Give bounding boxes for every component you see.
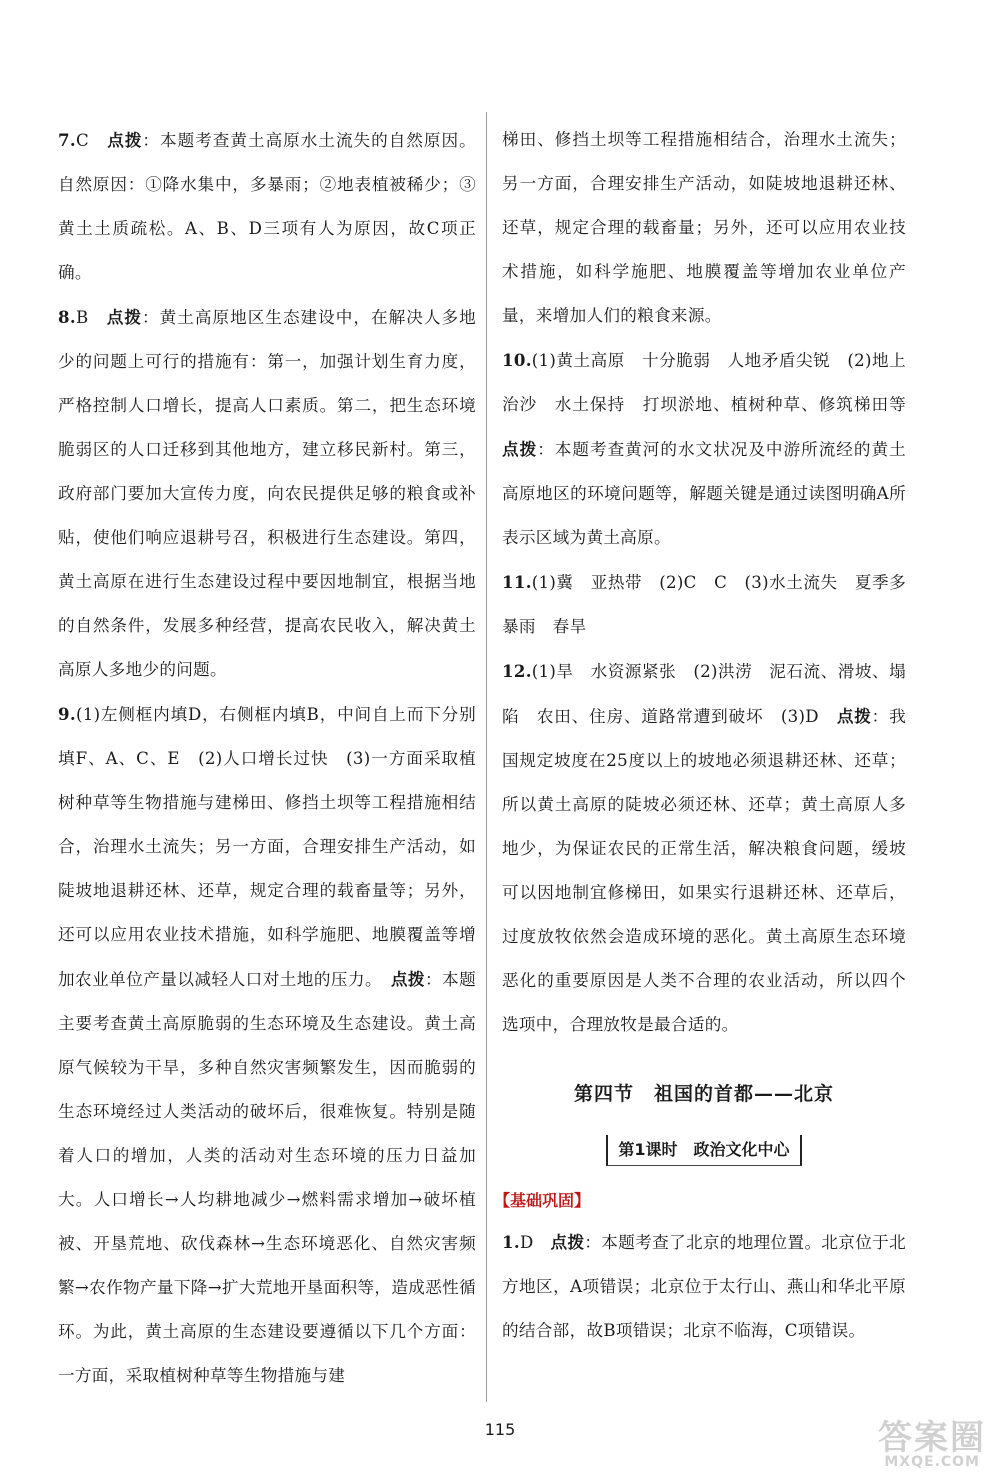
answer-item-1 — [502, 1220, 906, 1353]
hint-text: ：本题考查黄土高原水土流失的自然原因。自然原因：①降水集中，多暴雨；②地表植被稀少；③黄土土质疏松。A、B、D三项有人为原因，故C项正确。 — [58, 131, 476, 282]
watermark-url: MXQE.COM — [884, 1454, 980, 1470]
item-number: 1. — [502, 1232, 520, 1252]
item-answer: C — [75, 131, 89, 150]
section-title: 第四节 祖国的首都——北京 — [573, 1083, 834, 1105]
answer-item-9-continued — [502, 118, 906, 338]
answer-item-9 — [58, 692, 476, 1398]
section-tag: 【基础巩固】 — [494, 1191, 591, 1210]
item-answer: (1)旱 水资源紧张 (2)洪涝 泥石流、滑坡、塌陷 农田、住房、道路常遭到破坏 (3)D — [502, 662, 906, 726]
answer-item-12 — [502, 649, 906, 1047]
item-answer: (1)冀 亚热带 (2)C C (3)水土流失 夏季多暴雨 春旱 — [502, 573, 906, 636]
page-number: 115 — [484, 1420, 516, 1439]
hint-label: 点拨 — [836, 706, 872, 726]
lesson-title-wrap — [502, 1135, 906, 1166]
answer-item-7 — [58, 118, 476, 295]
hint-text: ：本题考查了北京的地理位置。北京位于北方地区，A项错误；北京位于太行山、燕山和华北平原的结合部，故B项错误；北京不临海，C项错误。 — [502, 1233, 906, 1340]
left-column — [58, 118, 476, 1398]
item-number: 11. — [502, 572, 532, 592]
item-answer: D — [519, 1233, 534, 1252]
item-number: 8. — [58, 307, 76, 327]
item-number: 10. — [502, 350, 532, 370]
right-column — [494, 118, 923, 1353]
hint-label: 点拨 — [502, 439, 538, 459]
hint-text: ：我国规定坡度在25度以上的坡地必须退耕还林、还草；所以黄土高原的陡坡必须还林、还草；黄土高原人多地少，为保证农民的正常生活，解决粮食问题，缓坡可以因地制宜修梯田，如果实行退耕还林、还草后，过度放牧依然会造成环境的恶化。黄土高原生态环境恶化的重要原因是人类不合理的农业活动，所以四个选项中，合理放牧是最合适的。 — [502, 707, 906, 1034]
answer-item-10 — [502, 338, 923, 560]
continuation-text: 梯田、修挡土坝等工程措施相结合，治理水土流失；另一方面，合理安排生产活动，如陡坡地退耕还林、还草，规定合理的载畜量；另外，还可以应用农业技术措施，如科学施肥、地膜覆盖等增加农业单位产量，来增加人们的粮食来源。 — [502, 130, 906, 325]
item-answer: (1)左侧框内填D，右侧框内填B，中间自上而下分别填F、A、C、E (2)人口增长过快 (3)一方面采取植树种草等生物措施与建梯田、修挡土坝等工程措施相结合，治理水土流失；另一方面，合理安排生产活动，如陡坡地退耕还林、还草，规定合理的载畜量等；另外，还可以应用农业技术措施，如科学施肥、地膜覆盖等增加农业单位产量以减轻人口对土地的压力。 — [58, 705, 476, 989]
item-answer: B — [75, 308, 89, 327]
hint-text: ：黄土高原地区生态建设中，在解决人多地少的问题上可行的措施有：第一，加强计划生育力度，严格控制人口增长，提高人口素质。第二，把生态环境脆弱区的人口迁移到其他地方，建立移民新村。第三，政府部门要加大宣传力度，向农民提供足够的粮食或补贴，使他们响应退耕号召，积极进行生态建设。第四，黄土高原在进行生态建设过程中要因地制宜，根据当地的自然条件，发展多种经营，提高农民收入，解决黄土高原人多地少的问题。 — [58, 308, 476, 679]
hint-label: 点拨 — [550, 1232, 585, 1252]
watermark-logo — [816, 1410, 986, 1470]
hint-label: 点拨 — [107, 130, 143, 150]
lesson-title: 第1课时 政治文化中心 — [606, 1135, 801, 1166]
hint-text: ：本题主要考查黄土高原脆弱的生态环境及生态建设。黄土高原气候较为干旱，多种自然灾害频繁发生，因而脆弱的生态环境经过人类活动的破坏后，很难恢复。特别是随着人口的增加，人类的活动对生态环境的压力日益加大。人口增长→人均耕地减少→燃料需求增加→破坏植被、开垦荒地、砍伐森林→生态环境恶化、自然灾害频繁→农作物产量下降→扩大荒地开垦面积等，造成恶性循环。为此，黄土高原的生态建设要遵循以下几个方面：一方面，采取植树种草等生物措施与建 — [58, 970, 476, 1385]
answer-item-11 — [502, 560, 906, 649]
column-divider — [486, 112, 487, 1402]
hint-label: 点拨 — [106, 307, 143, 327]
item-number: 9. — [58, 704, 76, 724]
item-number: 12. — [502, 661, 532, 681]
answer-item-8 — [58, 295, 476, 692]
hint-text: ：本题考查黄河的水文状况及中游所流经的黄土高原地区的环境问题等，解题关键是通过读图明确A所表示区域为黄土高原。 — [502, 440, 906, 547]
item-number: 7. — [58, 130, 76, 150]
hint-label: 点拨 — [390, 969, 425, 989]
item-answer: (1)黄土高原 十分脆弱 人地矛盾尖锐 (2)地上 治沙 水土保持 打坝淤地、植树种草、修筑梯田等 — [502, 351, 923, 414]
section-tag-row — [494, 1188, 906, 1220]
watermark-text: 答案圈 — [878, 1418, 986, 1458]
